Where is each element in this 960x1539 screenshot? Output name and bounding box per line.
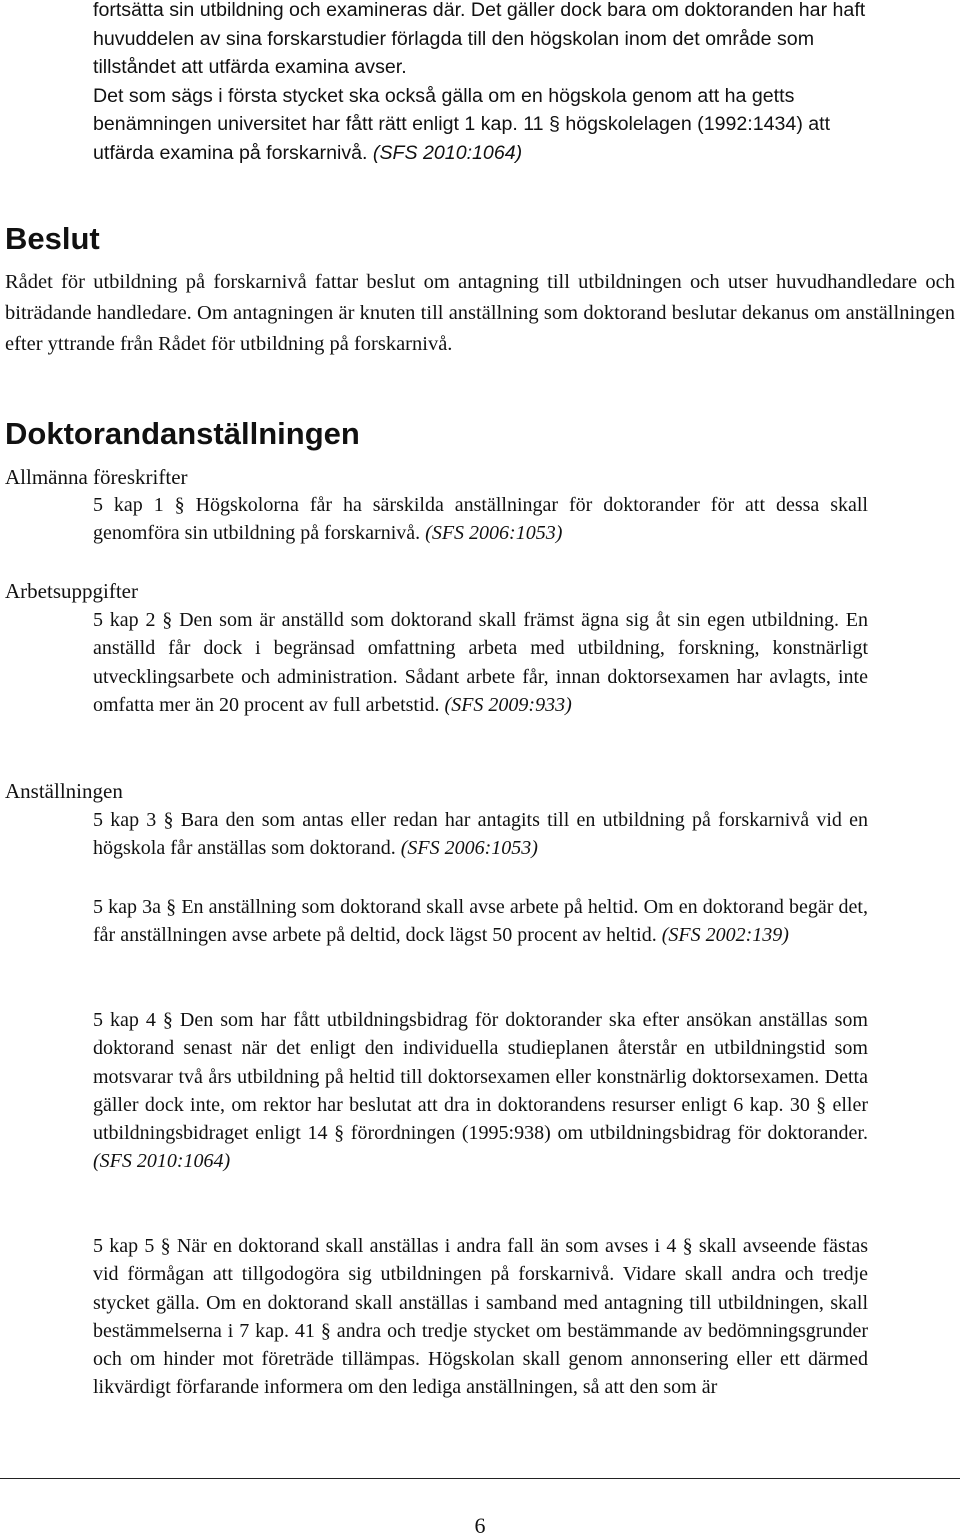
- beslut-paragraph: [5, 267, 955, 360]
- allmanna-paragraph: [93, 491, 868, 548]
- anstallningen-5-text: 5 kap 5 § När en doktorand skall anställas i andra fall än som avses i 4 § skall avseende fästas vid förmågan att tillgodogöra sig utbildningen på forskarnivå. Vidare skall andra och tredje stycket gälla. Om en doktorand skall anställas i samband med antagning till utbildningen, skall bestämmelserna i 7 kap. 41 § andra och tredje stycket om bestämmande av bedömningsgrunder och om hinder mot företräde tillämpas. Högskolan skall genom annonsering eller ett därmed likvärdigt förfarande informera om den lediga anställningen, så att den som är: [93, 1235, 868, 1399]
- beslut-heading: Beslut: [5, 221, 100, 256]
- anstallningen-3a-ref: (SFS 2002:139): [661, 924, 789, 947]
- intro-paragraph-1: fortsätta sin utbildning och examineras där. Det gäller dock bara om doktoranden har haft huvuddelen av sina forskarstudier förlagda till den högskolan inom det område som tillståndet att utfärda examina avser.: [93, 0, 866, 78]
- anstallningen-3-text: 5 kap 3 § Bara den som antas eller redan har antagits till en utbildning på forskarnivå vid en högskola får anställas som doktorand.: [93, 809, 868, 860]
- beslut-text: Rådet för utbildning på forskarnivå fattar beslut om antagning till utbildningen och utser huvudhandledare och biträdande handledare. Om antagningen är knuten till anställning som doktorand beslutar dekanus om anställningen efter yttrande från Rådet för utbildning på forskarnivå.: [5, 271, 955, 355]
- footer-divider: [0, 1478, 960, 1479]
- arbetsuppgifter-heading: Arbetsuppgifter: [5, 579, 138, 603]
- intro-section: [93, 0, 868, 167]
- anstallningen-4-text: 5 kap 4 § Den som har fått utbildningsbidrag för doktorander ska efter ansökan anställas som doktorand senast när det enligt den individuella studieplanen återstår en utbildningstid som motsvarar två års utbildning på heltid till doktorsexamen eller konstnärlig doktorsexamen. Detta gäller dock inte, om rektor har beslutat att dra in doktorandens resurser enligt 6 kap. 30 § eller utbildningsbidraget enligt 14 § förordningen (1995:938) om utbildningsbidrag för doktorander.: [93, 1009, 868, 1145]
- doktorand-heading: Doktorandanställningen: [5, 416, 360, 451]
- anstallningen-3-ref: (SFS 2006:1053): [400, 837, 538, 860]
- anstallningen-4-paragraph: [93, 1006, 868, 1176]
- page-number: 6: [474, 1513, 486, 1538]
- allmanna-ref: (SFS 2006:1053): [425, 522, 563, 545]
- anstallningen-4-ref: (SFS 2010:1064): [93, 1150, 231, 1173]
- intro-paragraph-2-ref: (SFS 2010:1064): [372, 141, 523, 164]
- arbetsuppgifter-ref: (SFS 2009:933): [444, 693, 572, 716]
- anstallningen-heading: Anställningen: [5, 779, 123, 803]
- allmanna-text: 5 kap 1 § Högskolorna får ha särskilda anställningar för doktorander för att dessa skall genomföra sin utbildning på forskarnivå.: [93, 494, 868, 545]
- anstallningen-3-paragraph: [93, 806, 868, 863]
- arbetsuppgifter-text: 5 kap 2 § Den som är anställd som doktorand skall främst ägna sig åt sin egen utbildning. En anställd får dock i begränsad omfattning arbeta med utbildning, forskning, konstnärligt utvecklingsarbete och administration. Sådant arbete får, innan doktorsexamen har avlagts, inte omfatta mer än 20 procent av full arbetstid.: [93, 609, 868, 716]
- anstallningen-3a-text: 5 kap 3a § En anställning som doktorand skall avse arbete på heltid. Om en doktorand begär det, får anställningen avse arbete på deltid, dock lägst 50 procent av heltid.: [93, 896, 868, 947]
- intro-paragraph-2-text: Det som sägs i första stycket ska också gälla om en högskola genom att ha getts benämningen universitet har fått rätt enligt 1 kap. 11 § högskolelagen (1992:1434) att utfärda examina på forskarnivå.: [93, 84, 831, 164]
- arbetsuppgifter-paragraph: [93, 606, 868, 719]
- anstallningen-5-paragraph: [93, 1232, 868, 1402]
- anstallningen-3a-paragraph: [93, 893, 868, 950]
- allmanna-heading: Allmänna föreskrifter: [5, 465, 188, 489]
- intro-paragraph-2: [93, 82, 868, 168]
